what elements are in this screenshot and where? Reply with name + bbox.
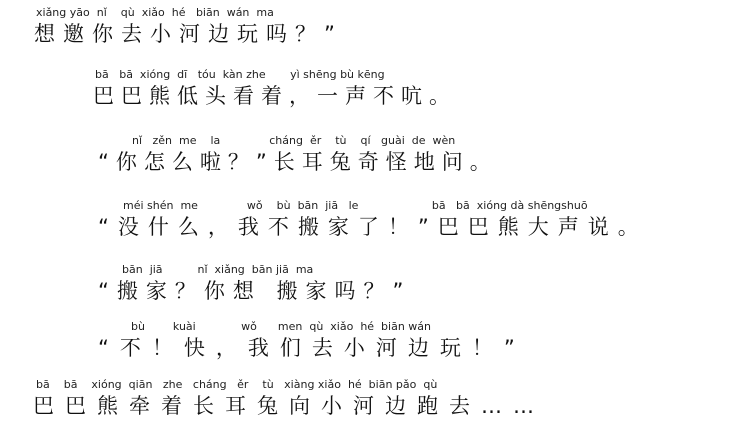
- hanzi-line-5: “搬家？你想 搬家吗？”: [98, 279, 412, 303]
- pinyin-line-1: xiǎng yāo nǐ qù xiǎo hé biān wán ma: [36, 6, 274, 19]
- hanzi-line-3: “你怎么啦？”长耳兔奇怪地问。: [98, 150, 498, 174]
- pinyin-line-6: bù kuài wǒ men qù xiǎo hé biān wán: [131, 320, 432, 333]
- pinyin-line-2: bā bā xióng dī tóu kàn zhe yì shēng bù kēng: [95, 68, 385, 81]
- pinyin-line-4: méi shén me wǒ bù bān jiā le bā bā xióng dà shēngshuō: [123, 199, 588, 212]
- pinyin-line-3: nǐ zěn me la cháng ěr tù qí guài de wèn: [132, 134, 456, 147]
- pinyin-line-5: bān jiā nǐ xiǎng bān jiā ma: [122, 263, 314, 276]
- hanzi-line-6: “不！快，我们去小河边玩！”: [98, 336, 526, 360]
- hanzi-line-7: 巴巴熊牵着长耳兔向小河边跑去……: [33, 394, 545, 418]
- hanzi-line-2: 巴巴熊低头看着，一声不吭。: [93, 84, 457, 108]
- pinyin-line-7: bā bā xióng qiān zhe cháng ěr tù xiàng xiǎo hé biān pǎo qù: [36, 378, 438, 391]
- hanzi-line-1: 想邀你去小河边玩吗？”: [34, 22, 343, 46]
- hanzi-line-4: “没什么，我不搬家了！”巴巴熊大声说。: [98, 215, 648, 239]
